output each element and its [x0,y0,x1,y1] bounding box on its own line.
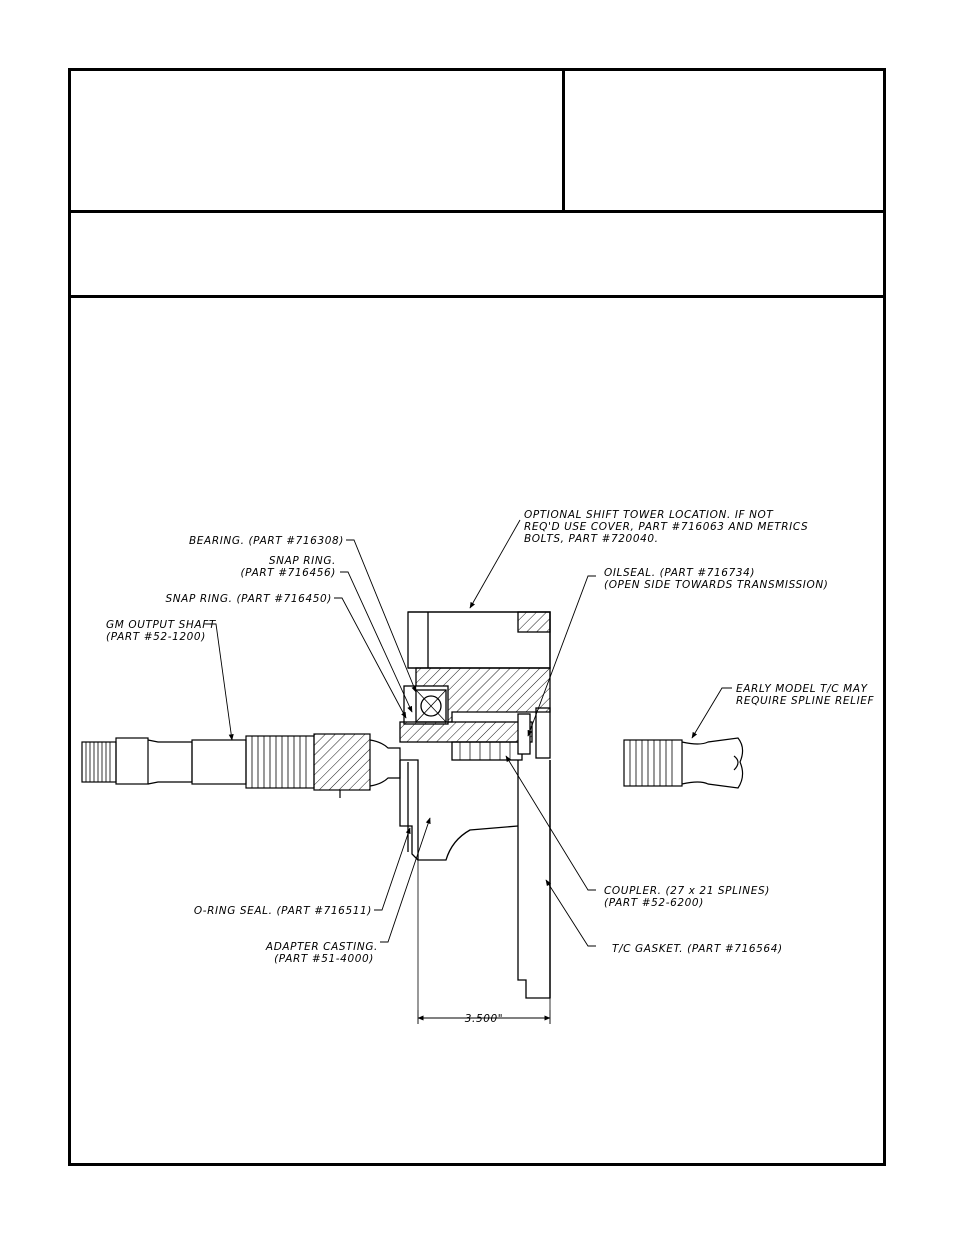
snap-ring-b-label: SNAP RING. (PART #716450) [165,593,332,605]
coupler-label-line1: COUPLER. (27 x 21 SPLINES) [604,885,770,897]
coupler-label-line2: (PART #52-6200) [604,897,704,909]
adapter-casting-label-line2: (PART #51-4000) [274,953,374,965]
snap-ring-a-label-line2: (PART #716456) [240,567,336,579]
early-model-label-line1: EARLY MODEL T/C MAY [736,683,868,695]
oilseal-label-line1: OILSEAL. (PART #716734) [604,567,756,579]
adapter-casting [400,612,550,1010]
oilseal-label-line2: (OPEN SIDE TOWARDS TRANSMISSION) [604,579,829,591]
oring-seal-label: O-RING SEAL. (PART #716511) [193,905,372,917]
shaft-splines [252,736,306,788]
output-shaft [82,734,400,798]
shift-tower-label-line1: OPTIONAL SHIFT TOWER LOCATION. IF NOT [524,509,774,521]
shift-tower-label-line2: REQ'D USE COVER, PART #716063 AND METRICS [524,521,809,533]
output-shaft-label-line1: GM OUTPUT SHAFT [106,619,216,631]
torque-converter-stub [624,738,743,788]
callout-labels [106,509,875,1025]
early-model-label-line2: REQUIRE SPLINE RELIEF [736,695,875,707]
gasket-label: T/C GASKET. (PART #716564) [612,943,783,955]
snap-ring-a-label-line1: SNAP RING. [268,555,336,567]
output-shaft-label-line2: (PART #52-1200) [106,631,206,643]
dimension-label: 3.500" [464,1013,504,1025]
bearing-label: BEARING. (PART #716308) [189,535,344,547]
shift-tower-label-line3: BOLTS, PART #720040. [524,533,659,545]
shaft-end-splines [86,742,110,782]
adapter-casting-label-line1: ADAPTER CASTING. [265,941,378,953]
